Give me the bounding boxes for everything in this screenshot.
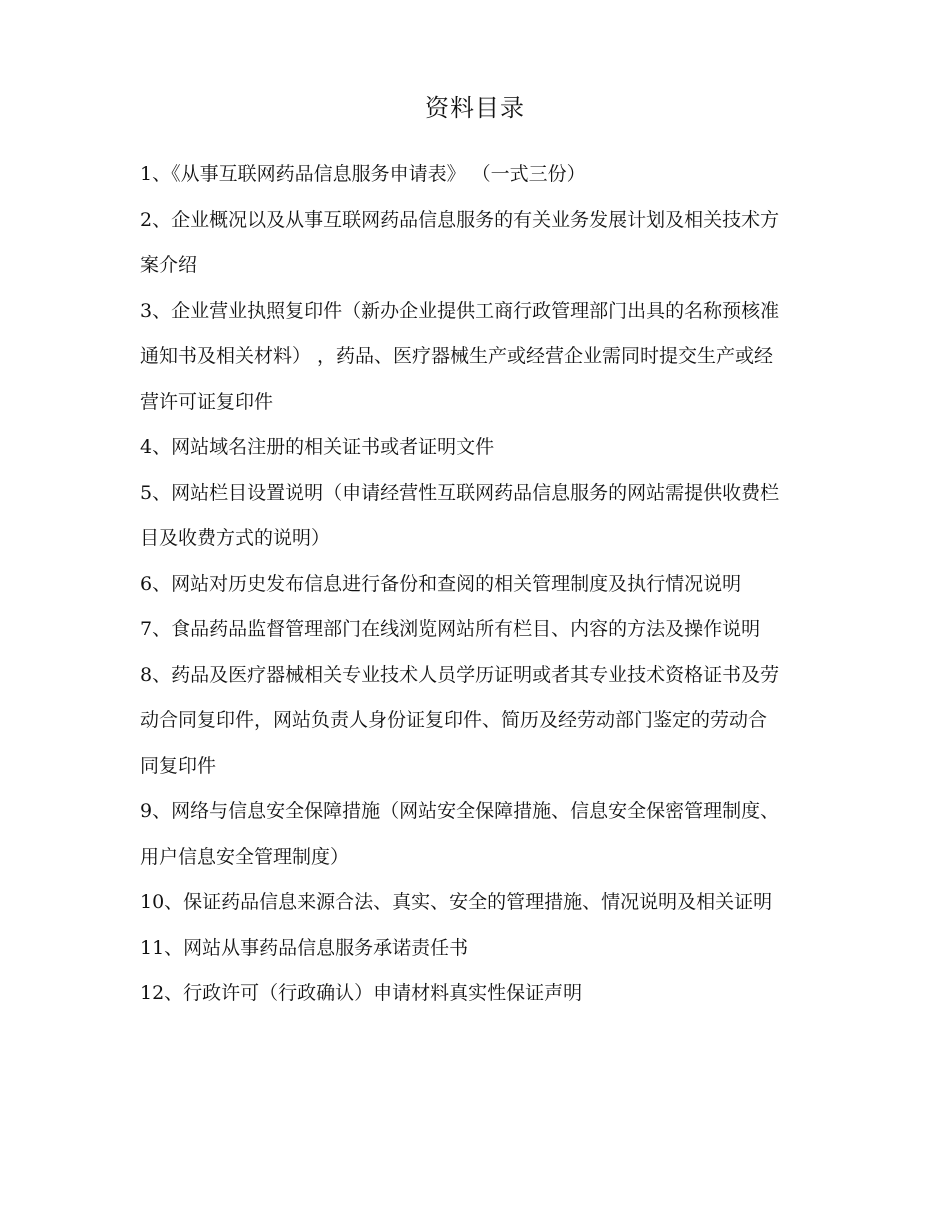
list-item: 7、食品药品监督管理部门在线浏览网站所有栏目、内容的方法及操作说明 [140, 618, 761, 640]
list-item: 11、网站从事药品信息服务承诺责任书 [140, 936, 469, 959]
list-item: 5、网站栏目设置说明（申请经营性互联网药品信息服务的网站需提供收费栏目及收费方式的说明） [140, 481, 780, 549]
list-item: 10、保证药品信息来源合法、真实、安全的管理措施、情况说明及相关证明 [140, 891, 773, 913]
materials-list [140, 152, 780, 1017]
list-item: 3、企业营业执照复印件（新办企业提供工商行政管理部门出具的名称预核准通知书及相关材料） ，药品、医疗器械生产或经营企业需同时提交生产或经营许可证复印件 [140, 299, 780, 413]
list-item: 4、网站域名注册的相关证书或者证明文件 [140, 436, 495, 458]
list-item: 8、药品及医疗器械相关专业技术人员学历证明或者其专业技术资格证书及劳动合同复印件，网站负责人身份证复印件、简历及经劳动部门鉴定的劳动合同复印件 [140, 663, 780, 777]
list-item: 6、网站对历史发布信息进行备份和查阅的相关管理制度及执行情况说明 [140, 572, 742, 595]
document-title: 资料目录 [425, 94, 525, 122]
list-item: 12、行政许可（行政确认）申请材料真实性保证声明 [140, 982, 583, 1004]
list-item: 2、企业概况以及从事互联网药品信息服务的有关业务发展计划及相关技术方案介绍 [140, 208, 780, 276]
list-item: 9、网络与信息安全保障措施（网站安全保障措施、信息安全保密管理制度、用户信息安全管理制度） [140, 800, 780, 868]
list-item: 1、《从事互联网药品信息服务申请表》 （一式三份） [140, 163, 586, 185]
